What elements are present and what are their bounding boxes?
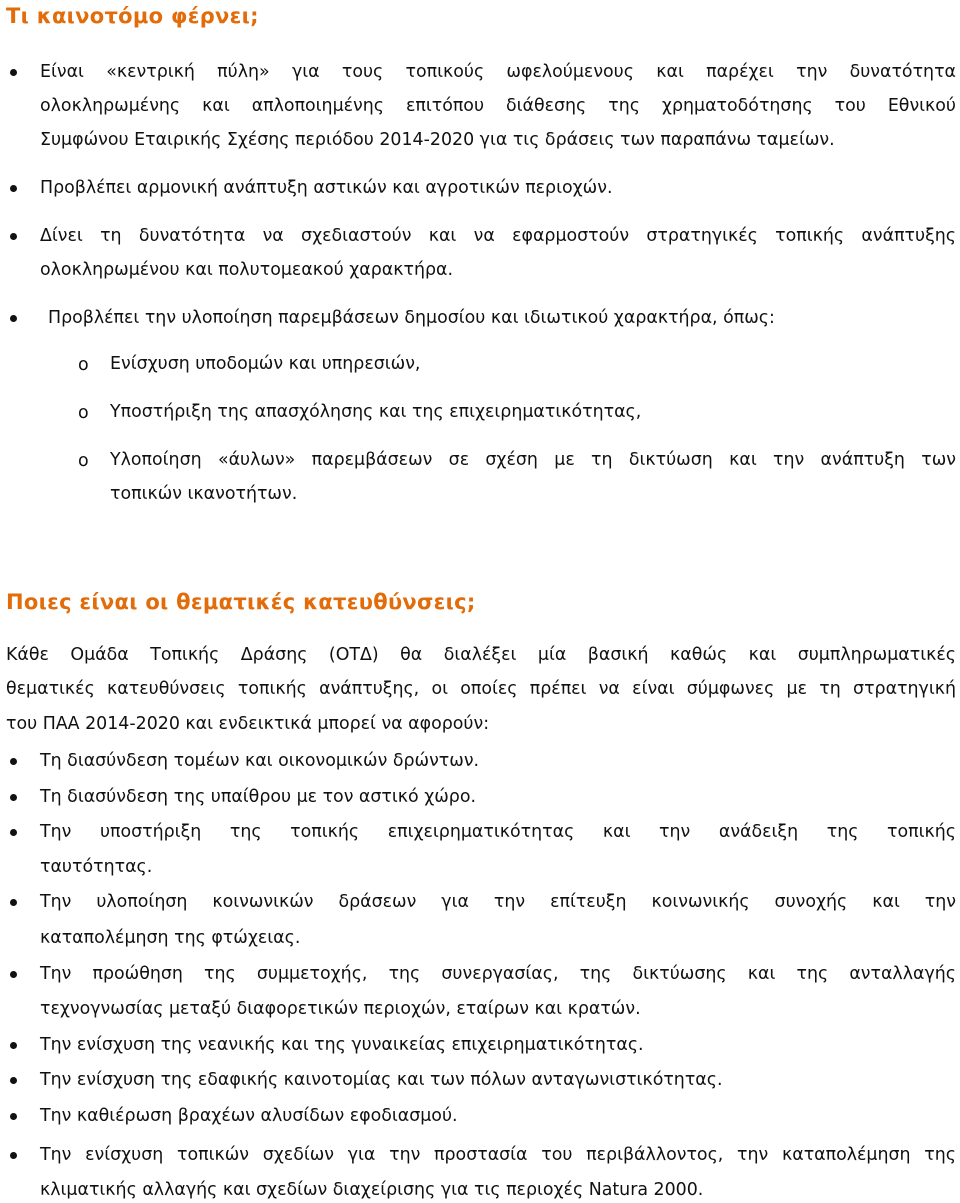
list-item: καταπολέμηση της φτώχειας. <box>40 928 301 948</box>
section-heading-innovation: Τι καινοτόμο φέρνει; <box>6 4 259 28</box>
list-item: Την υποστήριξη της τοπικής επιχειρηματικότητας και την ανάδειξη της τοπικής <box>40 822 956 842</box>
list-item: Τη διασύνδεση τομέων και οικονομικών δρώντων. <box>40 751 480 771</box>
bullet-icon <box>10 69 17 76</box>
paragraph-line: Συμφώνου Εταιρικής Σχέσης περιόδου 2014-2020 για τις δράσεις των παραπάνω ταμείων. <box>40 130 835 150</box>
bullet-icon <box>10 1152 17 1159</box>
sub-item-line: τοπικών ικανοτήτων. <box>110 484 298 504</box>
sub-item-line: Υλοποίηση «άυλων» παρεμβάσεων σε σχέση με τη δικτύωση και την ανάπτυξη των <box>110 450 956 470</box>
circle-bullet-icon: o <box>78 403 89 423</box>
paragraph-line: ολοκληρωμένου και πολυτομεακού χαρακτήρα. <box>40 260 454 280</box>
paragraph-line: Κάθε Ομάδα Τοπικής Δράσης (ΟΤΔ) θα διαλέξει μία βασική καθώς και συμπληρωματικές <box>6 645 956 665</box>
bullet-icon <box>10 185 17 192</box>
list-item: τεχνογνωσίας μεταξύ διαφορετικών περιοχών, εταίρων και κρατών. <box>40 999 641 1019</box>
paragraph-line: θεματικές κατευθύνσεις τοπικής ανάπτυξης, οι οποίες πρέπει να είναι σύμφωνες με τη στρατηγική <box>6 679 956 699</box>
sub-item-line: Υποστήριξη της απασχόλησης και της επιχειρηματικότητας, <box>110 402 642 422</box>
bullet-icon <box>10 315 17 322</box>
paragraph-line: Προβλέπει την υλοποίηση παρεμβάσεων δημοσίου και ιδιωτικού χαρακτήρα, όπως: <box>48 308 775 328</box>
list-item: Τη διασύνδεση της υπαίθρου με τον αστικό χώρο. <box>40 787 477 807</box>
paragraph-line: ολοκληρωμένης και απλοποιημένης επιτόπου διάθεσης της χρηματοδότησης του Εθνικού <box>40 96 956 116</box>
bullet-icon <box>10 794 17 801</box>
paragraph-line: Είναι «κεντρική πύλη» για τους τοπικούς ωφελούμενους και παρέχει την δυνατότητα <box>40 62 956 82</box>
bullet-icon <box>10 1077 17 1084</box>
list-item: Την ενίσχυση της νεανικής και της γυναικείας επιχειρηματικότητας. <box>40 1035 644 1055</box>
section-heading-thematic: Ποιες είναι οι θεματικές κατευθύνσεις; <box>6 590 476 614</box>
bullet-icon <box>10 829 17 836</box>
paragraph-line: του ΠΑΑ 2014-2020 και ενδεικτικά μπορεί να αφορούν: <box>6 714 490 734</box>
bullet-icon <box>10 758 17 765</box>
bullet-icon <box>10 1042 17 1049</box>
bullet-icon <box>10 233 17 240</box>
circle-bullet-icon: o <box>78 355 89 375</box>
list-item: Την καθιέρωση βραχέων αλυσίδων εφοδιασμού. <box>40 1106 458 1126</box>
list-item: Την υλοποίηση κοινωνικών δράσεων για την επίτευξη κοινωνικής συνοχής και την <box>40 892 956 912</box>
list-item: Την ενίσχυση της εδαφικής καινοτομίας και των πόλων ανταγωνιστικότητας. <box>40 1070 723 1090</box>
bullet-icon <box>10 971 17 978</box>
bullet-icon <box>10 1113 17 1120</box>
list-item: Την προώθηση της συμμετοχής, της συνεργασίας, της δικτύωσης και της ανταλλαγής <box>40 964 956 984</box>
paragraph-line: Προβλέπει αρμονική ανάπτυξη αστικών και αγροτικών περιοχών. <box>40 178 613 198</box>
circle-bullet-icon: o <box>78 451 89 471</box>
list-item: Την ενίσχυση τοπικών σχεδίων για την προστασία του περιβάλλοντος, την καταπολέμηση της <box>40 1145 956 1165</box>
bullet-icon <box>10 899 17 906</box>
list-item: ταυτότητας. <box>40 857 153 877</box>
sub-item-line: Ενίσχυση υποδομών και υπηρεσιών, <box>110 354 421 374</box>
paragraph-line: Δίνει τη δυνατότητα να σχεδιαστούν και να εφαρμοστούν στρατηγικές τοπικής ανάπτυξης <box>40 226 956 246</box>
list-item: κλιματικής αλλαγής και σχεδίων διαχείρισης για τις περιοχές Natura 2000. <box>40 1180 704 1200</box>
